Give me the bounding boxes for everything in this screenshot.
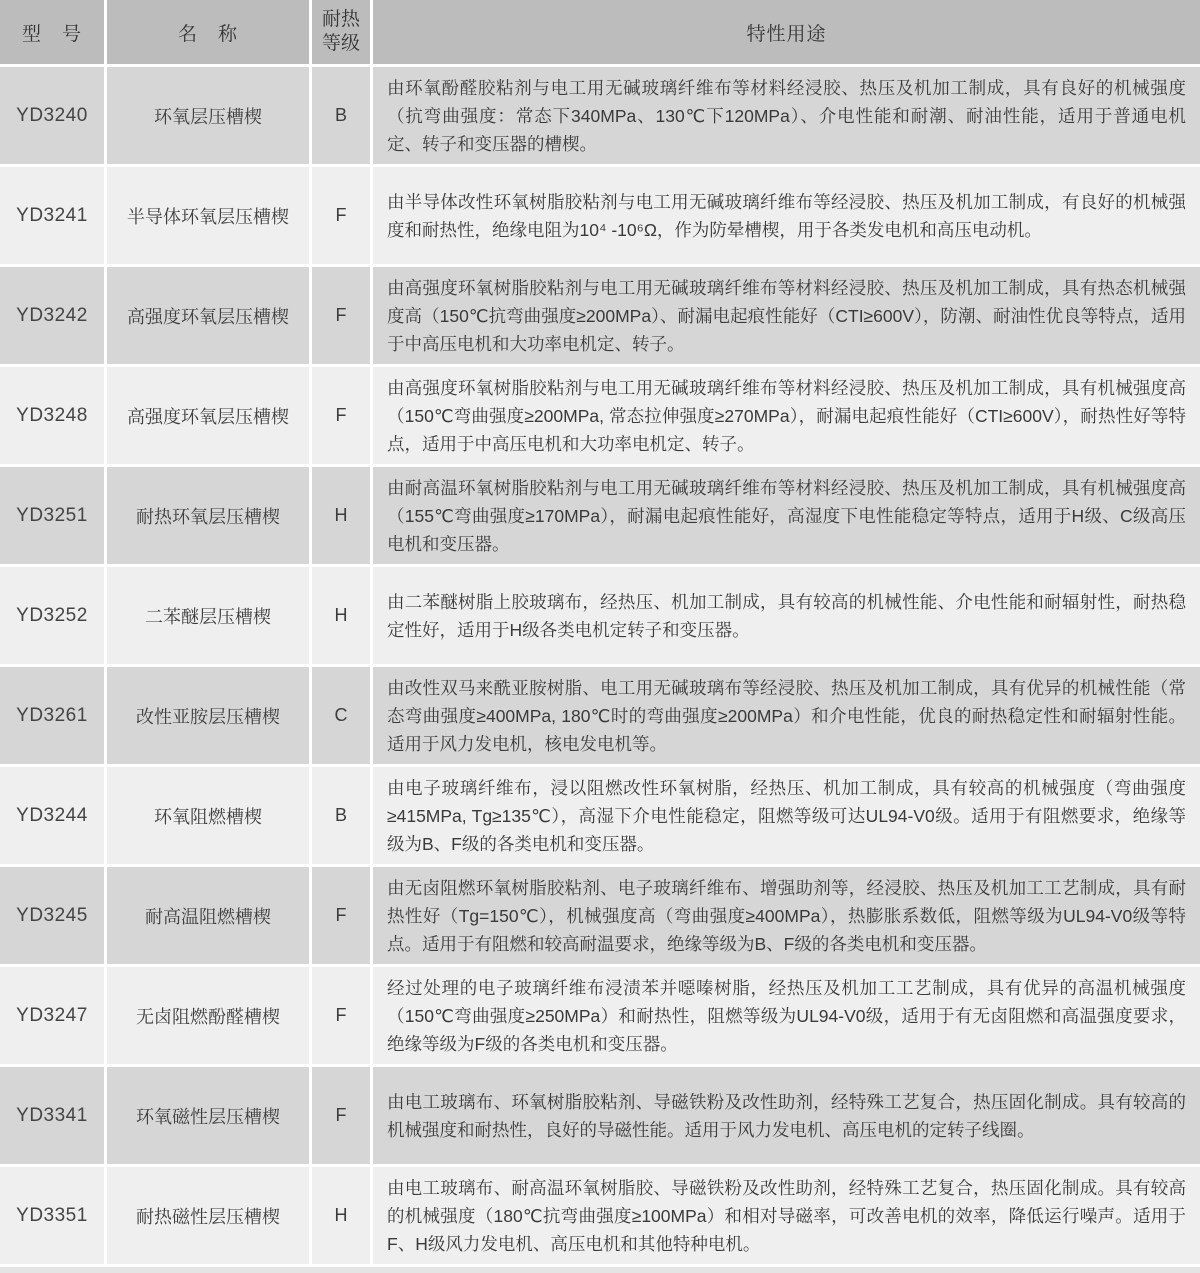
grade-cell: F xyxy=(312,1067,370,1164)
table-row xyxy=(0,1167,1200,1264)
header-name-label: 名 称 xyxy=(177,23,238,45)
name-cell: 二苯醚层压槽楔 xyxy=(107,567,309,664)
name-cell: 无卤阻燃酚醛槽楔 xyxy=(107,967,309,1064)
table-row xyxy=(0,767,1200,864)
features-cell: 经过处理的电子玻璃纤维布浸渍苯并噁嗪树脂，经热压及机加工工艺制成，具有优异的高温机械强度（150℃弯曲强度≥250MPa）和耐热性，阻燃等级为UL94-V0级，适用于有无卤阻燃和高温强度要求，绝缘等级为F级的各类电机和变压器。 xyxy=(373,967,1200,1064)
model-cell: YD3251 xyxy=(0,467,104,564)
grade-cell: F xyxy=(312,167,370,264)
table-row xyxy=(0,367,1200,464)
model-cell: YD3241 xyxy=(0,167,104,264)
features-cell: 由无卤阻燃环氧树脂胶粘剂、电子玻璃纤维布、增强助剂等，经浸胶、热压及机加工工艺制成，具有耐热性好（Tg=150℃），机械强度高（弯曲强度≥400MPa），热膨胀系数低，阻燃等级为UL94-V0级等特点。适用于有阻燃和较高耐温要求，绝缘等级为B、F级的各类电机和变压器。 xyxy=(373,867,1200,964)
model-cell: YD3261 xyxy=(0,667,104,764)
grade-cell: F xyxy=(312,867,370,964)
table-body xyxy=(0,67,1200,1264)
table-row xyxy=(0,1067,1200,1164)
features-cell: 由改性双马来酰亚胺树脂、电工用无碱玻璃布等经浸胶、热压及机加工制成，具有优异的机械性能（常态弯曲强度≥400MPa, 180℃时的弯曲强度≥200MPa）和介电性能，优良的耐热稳定性和耐辐射性能。适用于风力发电机，核电发电机等。 xyxy=(373,667,1200,764)
model-cell: YD3245 xyxy=(0,867,104,964)
features-cell: 由电工玻璃布、环氧树脂胶粘剂、导磁铁粉及改性助剂，经特殊工艺复合，热压固化制成。具有较高的机械强度和耐热性，良好的导磁性能。适用于风力发电机、高压电机的定转子线圈。 xyxy=(373,1067,1200,1164)
table-row xyxy=(0,867,1200,964)
table-row xyxy=(0,67,1200,164)
table-row xyxy=(0,967,1200,1064)
table-row xyxy=(0,467,1200,564)
grade-cell: C xyxy=(312,667,370,764)
grade-cell: H xyxy=(312,467,370,564)
model-cell: YD3248 xyxy=(0,367,104,464)
name-cell: 耐高温阻燃槽楔 xyxy=(107,867,309,964)
features-cell: 由二苯醚树脂上胶玻璃布，经热压、机加工制成，具有较高的机械性能、介电性能和耐辐射性，耐热稳定性好，适用于H级各类电机定转子和变压器。 xyxy=(373,567,1200,664)
name-cell: 环氧磁性层压槽楔 xyxy=(107,1067,309,1164)
name-cell: 半导体环氧层压槽楔 xyxy=(107,167,309,264)
table-row xyxy=(0,567,1200,664)
name-cell: 环氧层压槽楔 xyxy=(107,67,309,164)
header-features xyxy=(373,0,1200,64)
name-cell: 高强度环氧层压槽楔 xyxy=(107,367,309,464)
table-row xyxy=(0,667,1200,764)
model-cell: YD3341 xyxy=(0,1067,104,1164)
table-header-row xyxy=(0,0,1200,64)
grade-cell: H xyxy=(312,1167,370,1264)
features-cell: 由环氧酚醛胶粘剂与电工用无碱玻璃纤维布等材料经浸胶、热压及机加工制成，具有良好的机械强度（抗弯曲强度：常态下340MPa、130℃下120MPa）、介电性能和耐潮、耐油性能，适用于普通电机定、转子和变压器的槽楔。 xyxy=(373,67,1200,164)
grade-cell: F xyxy=(312,967,370,1064)
grade-cell: H xyxy=(312,567,370,664)
header-features-label: 特性用途 xyxy=(746,23,827,45)
name-cell: 改性亚胺层压槽楔 xyxy=(107,667,309,764)
model-cell: YD3351 xyxy=(0,1167,104,1264)
bottom-divider xyxy=(0,1267,1200,1273)
name-cell: 耐热环氧层压槽楔 xyxy=(107,467,309,564)
grade-cell: F xyxy=(312,367,370,464)
header-name xyxy=(107,0,309,64)
grade-cell: B xyxy=(312,67,370,164)
grade-cell: F xyxy=(312,267,370,364)
header-grade-label: 耐热 等级 xyxy=(321,9,360,54)
name-cell: 耐热磁性层压槽楔 xyxy=(107,1167,309,1264)
header-grade xyxy=(312,0,370,64)
features-cell: 由高强度环氧树脂胶粘剂与电工用无碱玻璃纤维布等材料经浸胶、热压及机加工制成，具有机械强度高（150℃弯曲强度≥200MPa, 常态拉伸强度≥270MPa），耐漏电起痕性能好（CTI≥600V），耐热性好等特点，适用于中高压电机和大功率电机定、转子。 xyxy=(373,367,1200,464)
model-cell: YD3240 xyxy=(0,67,104,164)
features-cell: 由半导体改性环氧树脂胶粘剂与电工用无碱玻璃纤维布等经浸胶、热压及机加工制成，有良好的机械强度和耐热性，绝缘电阻为10⁴ -10⁶Ω，作为防晕槽楔，用于各类发电机和高压电动机。 xyxy=(373,167,1200,264)
table-row xyxy=(0,167,1200,264)
model-cell: YD3252 xyxy=(0,567,104,664)
name-cell: 高强度环氧层压槽楔 xyxy=(107,267,309,364)
name-cell: 环氧阻燃槽楔 xyxy=(107,767,309,864)
features-cell: 由电工玻璃布、耐高温环氧树脂胶、导磁铁粉及改性助剂，经特殊工艺复合，热压固化制成。具有较高的机械强度（180℃抗弯曲强度≥100MPa）和相对导磁率，可改善电机的效率，降低运行噪声。适用于F、H级风力发电机、高压电机和其他特种电机。 xyxy=(373,1167,1200,1264)
model-cell: YD3247 xyxy=(0,967,104,1064)
model-cell: YD3244 xyxy=(0,767,104,864)
header-model xyxy=(0,0,104,64)
table-row xyxy=(0,267,1200,364)
features-cell: 由电子玻璃纤维布，浸以阻燃改性环氧树脂，经热压、机加工制成，具有较高的机械强度（弯曲强度≥415MPa, Tg≥135℃），高湿下介电性能稳定，阻燃等级可达UL94-V0级。适用于有阻燃要求，绝缘等级为B、F级的各类电机和变压器。 xyxy=(373,767,1200,864)
header-model-label: 型 号 xyxy=(21,23,82,45)
features-cell: 由耐高温环氧树脂胶粘剂与电工用无碱玻璃纤维布等材料经浸胶、热压及机加工制成，具有机械强度高（155℃弯曲强度≥170MPa），耐漏电起痕性能好，高湿度下电性能稳定等特点，适用于H级、C级高压电机和变压器。 xyxy=(373,467,1200,564)
features-cell: 由高强度环氧树脂胶粘剂与电工用无碱玻璃纤维布等材料经浸胶、热压及机加工制成，具有热态机械强度高（150℃抗弯曲强度≥200MPa）、耐漏电起痕性能好（CTI≥600V），防潮、耐油性优良等特点，适用于中高压电机和大功率电机定、转子。 xyxy=(373,267,1200,364)
model-cell: YD3242 xyxy=(0,267,104,364)
grade-cell: B xyxy=(312,767,370,864)
